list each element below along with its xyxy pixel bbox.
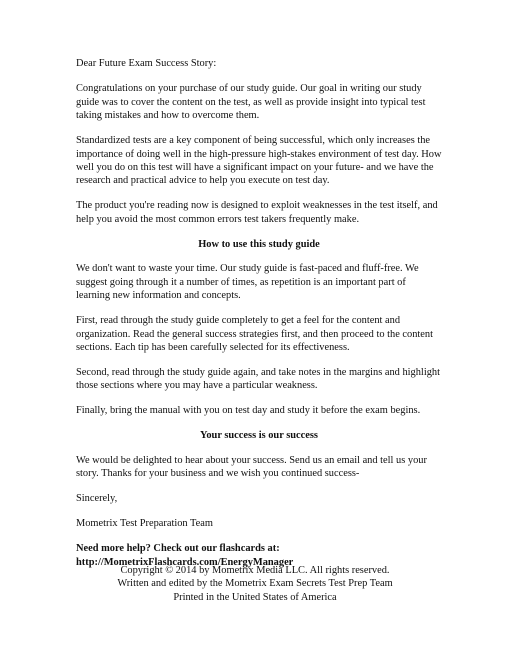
copyright-footer bbox=[0, 564, 510, 604]
greeting: Dear Future Exam Success Story: bbox=[76, 58, 217, 69]
heading-how-to-use: How to use this study guide bbox=[198, 238, 320, 250]
closing-paragraph: We would be delighted to hear about your success. Send us an email and tell us your story. Thanks for your business and we wish you continued success- bbox=[76, 455, 427, 480]
help-line: Need more help? Check out our flashcards at: bbox=[76, 543, 280, 555]
how-paragraph-4: Finally, bring the manual with you on test day and study it before the exam begins. bbox=[76, 405, 421, 417]
heading-your-success: Your success is our success bbox=[200, 430, 318, 442]
letter-body bbox=[76, 57, 442, 569]
how-paragraph-2: First, read through the study guide completely to get a feel for the content and organization. Read the general success strategies first, and then proceed to the content sections. Each tip has been carefully selected for its effectiveness. bbox=[76, 315, 434, 353]
intro-paragraph-2: Standardized tests are a key component of being successful, which only increases the importance of doing well in the high-pressure high-stakes environment of test day. How well you do on this test will have a significant impact on your future- and we have the research and practical advice to help you execute on test day. bbox=[76, 135, 442, 187]
edited-by-line: Written and edited by the Mometrix Exam Secrets Test Prep Team bbox=[117, 578, 393, 590]
printed-line: Printed in the United States of America bbox=[173, 591, 337, 603]
how-paragraph-3: Second, read through the study guide again, and take notes in the margins and highlight those sections where you may have a particular weakness. bbox=[76, 366, 440, 392]
signature: Mometrix Test Preparation Team bbox=[76, 518, 213, 530]
help-url[interactable]: http://MometrixFlashcards.com/EnergyManager bbox=[76, 556, 294, 568]
sign-off: Sincerely, bbox=[76, 493, 118, 505]
copyright-line: Copyright © 2014 by Mometrix Media LLC. All rights reserved. bbox=[120, 565, 390, 576]
intro-paragraph-1: Congratulations on your purchase of our study guide. Our goal in writing our study guide was to cover the content on the test, as well as provide insight into typical test taking mistakes and how to overcome them. bbox=[76, 83, 426, 122]
how-paragraph-1: We don't want to waste your time. Our study guide is fast-paced and fluff-free. We suggest going through it a number of times, as repetition is an important part of learning new information and concepts. bbox=[76, 263, 419, 302]
intro-paragraph-3: The product you're reading now is designed to exploit weaknesses in the test itself, and help you avoid the most common errors test takers frequently make. bbox=[76, 200, 438, 225]
